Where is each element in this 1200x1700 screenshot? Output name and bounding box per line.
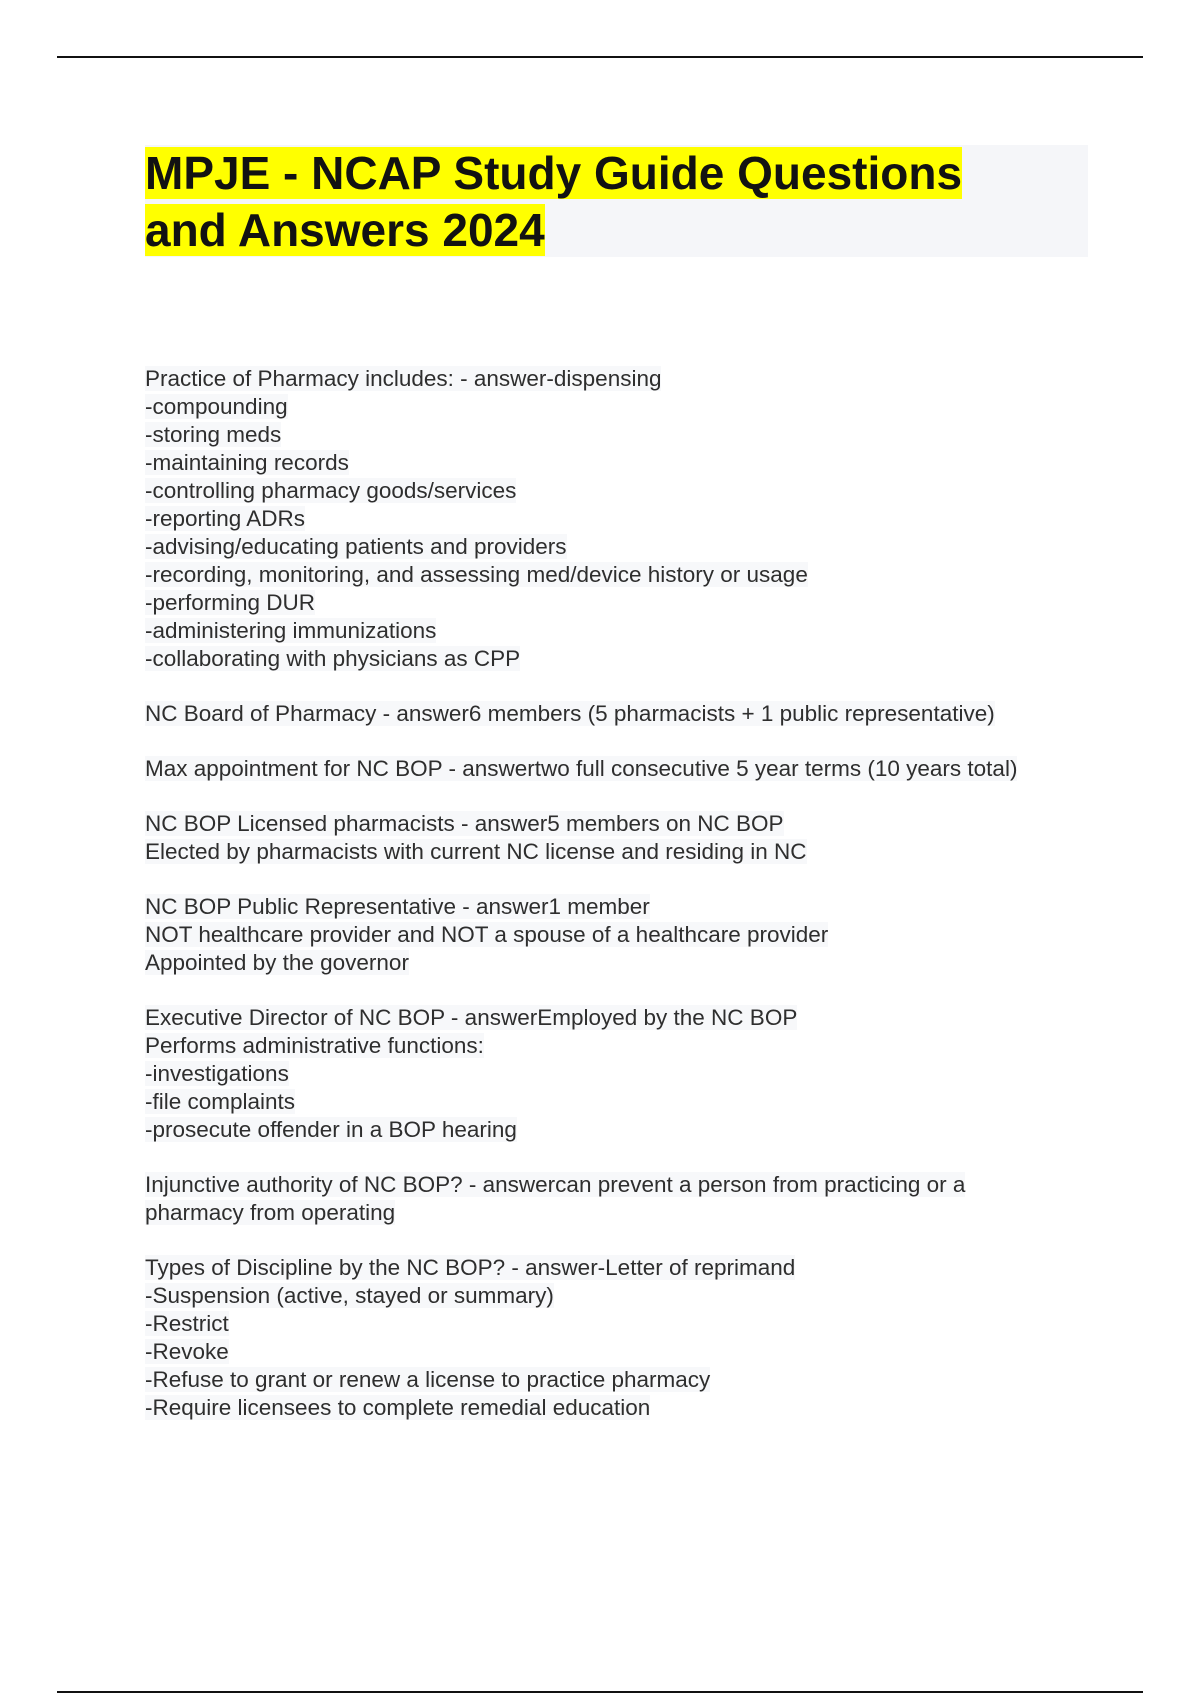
qa-line (145, 505, 1095, 533)
qa-line (145, 561, 1095, 589)
qa-line-text: -recording, monitoring, and assessing med/device history or usage (145, 562, 808, 587)
qa-line-text: Types of Discipline by the NC BOP? - answer-Letter of reprimand (145, 1255, 796, 1280)
qa-line (145, 1338, 1095, 1366)
qa-line-text: -advising/educating patients and providers (145, 534, 567, 559)
qa-line (145, 1088, 1095, 1116)
qa-list (145, 365, 1095, 1449)
qa-line-text: -prosecute offender in a BOP hearing (145, 1117, 517, 1142)
qa-line-text: -storing meds (145, 422, 282, 447)
qa-line (145, 921, 1095, 949)
qa-line-text: -maintaining records (145, 450, 349, 475)
qa-line (145, 1199, 1095, 1227)
document-title (145, 145, 1088, 259)
qa-line (145, 810, 1095, 838)
qa-line (145, 1310, 1095, 1338)
qa-line-text: -Revoke (145, 1339, 229, 1364)
qa-line (145, 949, 1095, 977)
qa-entry (145, 1171, 1095, 1227)
qa-line (145, 1004, 1095, 1032)
qa-entry (145, 700, 1095, 728)
qa-line (145, 393, 1095, 421)
qa-line-text: -Restrict (145, 1311, 229, 1336)
qa-line (145, 421, 1095, 449)
qa-line-text: NOT healthcare provider and NOT a spouse of a healthcare provider (145, 922, 829, 947)
qa-line-text: -investigations (145, 1061, 289, 1086)
qa-line-text: Performs administrative functions: (145, 1033, 484, 1058)
qa-line-text: -file complaints (145, 1089, 296, 1114)
qa-line (145, 700, 1095, 728)
qa-line-text: Injunctive authority of NC BOP? - answercan prevent a person from practicing or a (145, 1172, 966, 1197)
qa-line (145, 645, 1095, 673)
qa-line (145, 477, 1095, 505)
qa-line (145, 533, 1095, 561)
qa-line-text: Appointed by the governor (145, 950, 409, 975)
qa-line (145, 1366, 1095, 1394)
qa-entry (145, 365, 1095, 673)
qa-entry (145, 1254, 1095, 1422)
qa-entry (145, 1004, 1095, 1144)
qa-line (145, 755, 1095, 783)
qa-line-text: -reporting ADRs (145, 506, 306, 531)
qa-line (145, 449, 1095, 477)
qa-line-text: Practice of Pharmacy includes: - answer-dispensing (145, 366, 662, 391)
qa-entry (145, 755, 1095, 783)
qa-line (145, 893, 1095, 921)
qa-line (145, 365, 1095, 393)
qa-line-text: -Refuse to grant or renew a license to practice pharmacy (145, 1367, 711, 1392)
qa-line (145, 1032, 1095, 1060)
qa-line (145, 1254, 1095, 1282)
qa-entry (145, 893, 1095, 977)
qa-line (145, 1116, 1095, 1144)
qa-line-text: -controlling pharmacy goods/services (145, 478, 517, 503)
qa-line (145, 589, 1095, 617)
qa-line (145, 1394, 1095, 1422)
qa-line-text: NC BOP Licensed pharmacists - answer5 members on NC BOP (145, 811, 784, 836)
qa-line-text: NC Board of Pharmacy - answer6 members (5 pharmacists + 1 public representative) (145, 701, 995, 726)
qa-entry (145, 810, 1095, 866)
qa-line-text: -collaborating with physicians as CPP (145, 646, 521, 671)
qa-line-text: -Suspension (active, stayed or summary) (145, 1283, 554, 1308)
title-block (145, 145, 1088, 257)
qa-line (145, 617, 1095, 645)
qa-line-text: Executive Director of NC BOP - answerEmployed by the NC BOP (145, 1005, 798, 1030)
title-line-2: and Answers 2024 (145, 204, 545, 256)
title-line-1: MPJE - NCAP Study Guide Questions (145, 147, 963, 199)
qa-line-text: Max appointment for NC BOP - answertwo full consecutive 5 year terms (10 years total) (145, 756, 1018, 781)
qa-line-text: Elected by pharmacists with current NC license and residing in NC (145, 839, 807, 864)
qa-line-text: NC BOP Public Representative - answer1 member (145, 894, 650, 919)
qa-line-text: pharmacy from operating (145, 1200, 396, 1225)
qa-line-text: -performing DUR (145, 590, 316, 615)
qa-line-text: -administering immunizations (145, 618, 437, 643)
qa-line (145, 1282, 1095, 1310)
qa-line-text: -compounding (145, 394, 288, 419)
top-rule (57, 56, 1143, 58)
qa-line (145, 1060, 1095, 1088)
qa-line-text: -Require licensees to complete remedial education (145, 1395, 651, 1420)
qa-line (145, 838, 1095, 866)
qa-line (145, 1171, 1095, 1199)
bottom-rule (57, 1691, 1143, 1693)
